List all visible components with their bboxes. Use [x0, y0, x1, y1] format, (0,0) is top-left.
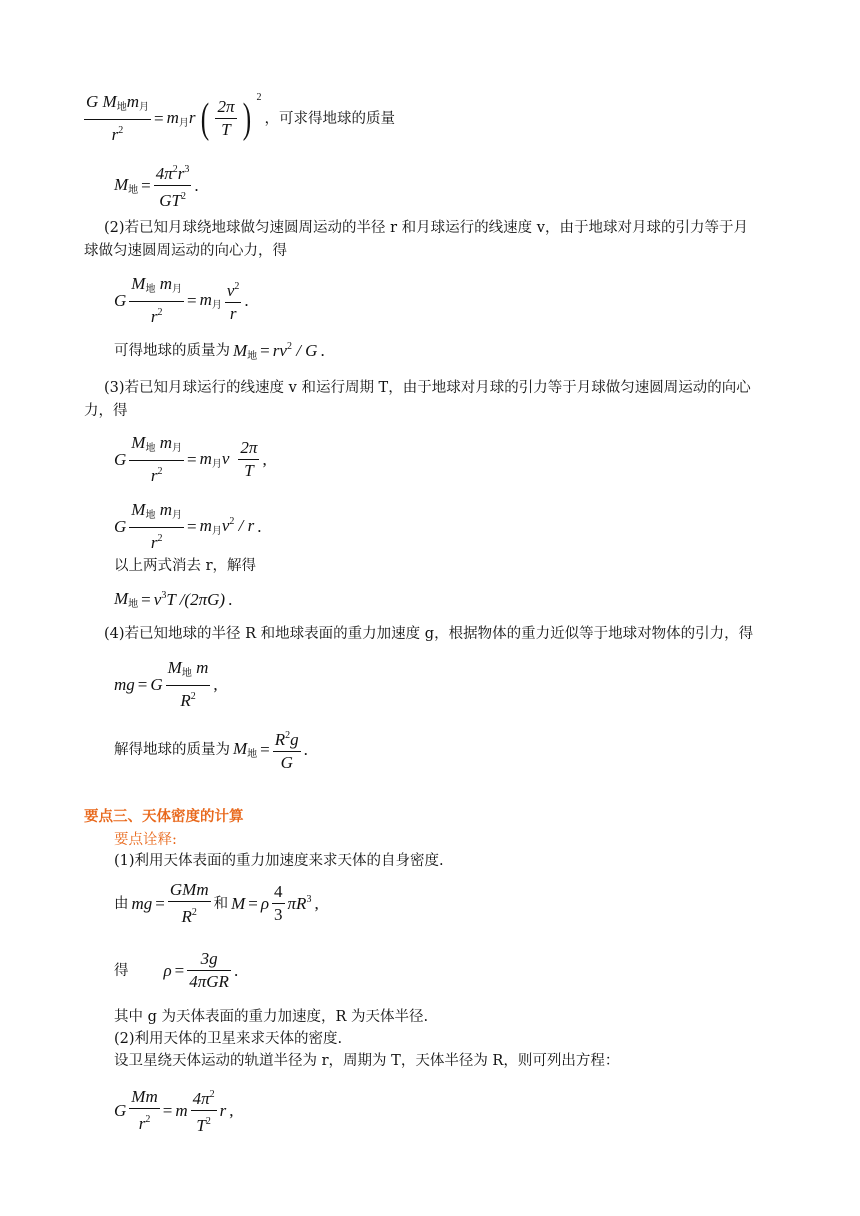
- equation-gravity-period: $\frac{G M_地m_月}{r^2}$ = $m_月r$ ( $\frac{2\pi}{T}$ ) 2 ，可求得地球的质量: [86, 92, 396, 144]
- paragraph-eliminate: 以上两式消去 r，解得: [114, 558, 257, 574]
- equation-surface-gravity: mg = G $\frac{M_地 m}{R^2}$ ,: [114, 658, 218, 710]
- paragraph-case-4: (4)若已知地球的半径 R 和地球表面的重力加速度 g，根据物体的重力近似等于地球对物体的引力，得: [104, 626, 754, 642]
- fraction: $\frac{G M_地m_月}{r^2}$: [86, 92, 149, 144]
- equation-earth-mass-vt: $M_地$ = $v^3T$ /(2πG) .: [114, 589, 233, 610]
- equation-earth-mass-1: $M_地$ = $\frac{4\pi^2r^3}{GT^2}$ .: [114, 160, 199, 211]
- paragraph-case-2: (2)若已知月球绕地球做匀速圆周运动的半径 r 和月球运行的线速度 v，由于地球对月球的引力等于月: [104, 220, 748, 236]
- equation-gravity-velocity-2: G $\frac{M_地 m_月}{r^2}$ = $m_月v^2$ / r .: [114, 500, 262, 552]
- paragraph-case-3-cont: 力，得: [84, 403, 128, 419]
- paragraph-density-3: 设卫星绕天体运动的轨道半径为 r，周期为 T，天体半径为 R，则可列出方程：: [114, 1053, 620, 1069]
- equation-earth-mass-rg: 解得地球的质量为 $M_地$ = $\frac{R^2g}{G}$ .: [114, 726, 308, 773]
- paragraph-case-3: (3)若已知月球运行的线速度 v 和运行周期 T，由于地球对月球的引力等于月球做匀速圆周运动的向心: [104, 380, 751, 396]
- equation-gravity-velocity-period: G $\frac{M_地 m_月}{r^2}$ = $m_月v$ $\frac{2\pi}{T}$ ,: [114, 433, 267, 485]
- paragraph-density-2: (2)利用天体的卫星来求天体的密度.: [114, 1031, 343, 1047]
- equation-tail-text: ，可求得地球的质量: [264, 110, 396, 127]
- equation-satellite: G $\frac{Mm}{r^2}$ = m $\frac{4\pi^2}{T^2}$ r ,: [114, 1087, 234, 1135]
- earth-mass-rv: 可得地球的质量为 $M_地$ = $rv^2$ / G .: [114, 340, 325, 362]
- key-points-label: 要点诠释:: [114, 832, 177, 848]
- paragraph-case-2-cont: 球做匀速圆周运动的向心力，得: [84, 243, 287, 259]
- paragraph-density-1: (1)利用天体表面的重力加速度来求天体的自身密度.: [114, 853, 444, 869]
- section-heading: 要点三、天体密度的计算: [84, 809, 244, 825]
- paragraph-where: 其中 g 为天体表面的重力加速度，R 为天体半径.: [114, 1009, 429, 1025]
- equation-density-result: 得 ρ = $\frac{3g}{\text{4πGR}}$ .: [114, 949, 239, 991]
- equation-density-setup: 由 mg = $\frac{\text{GMm}}{R^2}$ 和 M = ρ $\frac{4}{3}$ $\pi R^3$ ,: [114, 880, 319, 926]
- equation-gravity-velocity: G $\frac{M_地 m_月}{r^2}$ = $m_月$ $\frac{v^2}{r}$ .: [114, 274, 249, 326]
